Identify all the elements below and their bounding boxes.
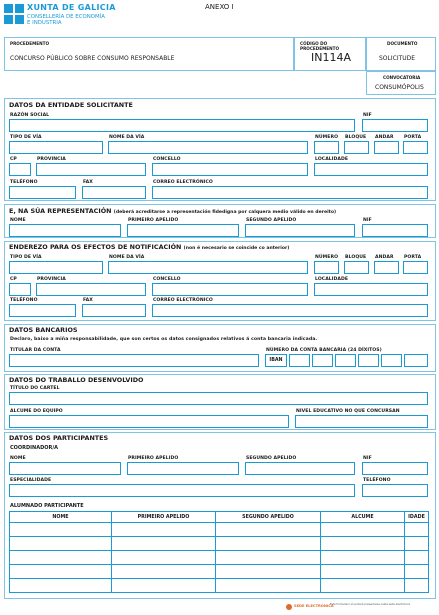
procedure-code-value: IN114A <box>311 51 351 64</box>
rep-surname2-label: SEGUNDO APELIDO <box>246 218 297 223</box>
notif-road-name-field[interactable] <box>108 261 308 274</box>
account-entity-field[interactable] <box>312 354 333 367</box>
rep-surname2-field[interactable] <box>245 224 355 237</box>
iban-label: IBAN <box>265 354 287 367</box>
education-level-field[interactable] <box>295 415 428 428</box>
rep-surname1-field[interactable] <box>127 224 239 237</box>
coord-name-field[interactable] <box>9 462 121 475</box>
student-surname1-cell[interactable] <box>112 537 216 551</box>
fax-field[interactable] <box>82 186 146 199</box>
notif-door-label: PORTA <box>404 255 422 260</box>
coord-surname1-field[interactable] <box>127 462 239 475</box>
iban-field[interactable] <box>289 354 310 367</box>
road-type-field[interactable] <box>9 141 103 154</box>
block-label: BLOQUE <box>345 135 367 140</box>
students-table-header <box>10 512 429 523</box>
account-holder-label: TITULAR DA CONTA <box>10 348 61 353</box>
bank-declaration: Declaro, baixo a miña responsabilidade, que son certos os datos consignados relativos á conta bancaria indicada. <box>10 337 318 342</box>
student-surname2-cell[interactable] <box>216 551 321 565</box>
applicant-section-title: DATOS DA ENTIDADE SOLICITANTE <box>9 101 133 109</box>
fax-label: FAX <box>83 180 93 185</box>
student-surname1-cell[interactable] <box>112 551 216 565</box>
phone-label: TELÉFONO <box>10 180 38 185</box>
poster-title-field[interactable] <box>9 392 428 405</box>
email-label: CORREO ELECTRÓNICO <box>153 180 213 185</box>
notif-block-field[interactable] <box>344 261 369 274</box>
student-age-cell[interactable] <box>405 579 429 593</box>
notif-province-label: PROVINCIA <box>37 277 66 282</box>
work-section-title: DATOS DO TRABALLO DESENVOLVIDO <box>9 376 144 384</box>
representative-note: (deberá acreditarse a representación fidedigna por calquera medio válido en dereito) <box>113 210 337 215</box>
student-name-cell[interactable] <box>10 523 112 537</box>
specialty-label: ESPECIALIDADE <box>10 478 52 483</box>
procedure-code-label: CÓDIGO DO PROCEDEMENTO <box>300 41 340 51</box>
student-name-cell[interactable] <box>10 537 112 551</box>
student-surname2-cell[interactable] <box>216 523 321 537</box>
postal-code-field[interactable] <box>9 163 31 176</box>
council-label: CONCELLO <box>153 157 181 162</box>
notif-phone-label: TELÉFONO <box>10 298 38 303</box>
floor-label: ANDAR <box>375 135 394 140</box>
rep-name-field[interactable] <box>9 224 121 237</box>
student-age-cell[interactable] <box>405 537 429 551</box>
col-surname1: PRIMEIRO APELIDO <box>112 512 216 523</box>
document-label: DOCUMENTO <box>387 41 418 46</box>
door-label: PORTA <box>404 135 422 140</box>
notif-floor-field[interactable] <box>374 261 399 274</box>
student-age-cell[interactable] <box>405 523 429 537</box>
table-row <box>10 523 429 537</box>
rep-surname1-label: PRIMEIRO APELIDO <box>128 218 179 223</box>
footer-label: SEDE ELECTRÓNICA <box>294 604 334 608</box>
company-name-field[interactable] <box>9 119 355 132</box>
road-type-label: TIPO DE VÍA <box>10 135 42 140</box>
coord-phone-field[interactable] <box>362 484 428 497</box>
notif-fax-label: FAX <box>83 298 93 303</box>
floor-field[interactable] <box>374 141 399 154</box>
coord-surname2-label: SEGUNDO APELIDO <box>246 456 297 461</box>
representative-title: E, NA SÚA REPRESENTACIÓN <box>9 207 112 215</box>
notif-fax-field[interactable] <box>82 304 146 317</box>
account-dc-field[interactable] <box>358 354 379 367</box>
participants-section-title: DATOS DOS PARTICIPANTES <box>9 434 109 442</box>
notif-postal-code-label: CP <box>10 277 17 282</box>
table-row <box>10 551 429 565</box>
student-alias-cell[interactable] <box>321 565 405 579</box>
team-alias-label: ALCUME DO EQUIPO <box>10 409 63 414</box>
coord-surname1-label: PRIMEIRO APELIDO <box>128 456 179 461</box>
student-surname2-cell[interactable] <box>216 565 321 579</box>
block-field[interactable] <box>344 141 369 154</box>
student-alias-cell[interactable] <box>321 523 405 537</box>
student-name-cell[interactable] <box>10 551 112 565</box>
call-cell <box>366 71 436 95</box>
team-alias-field[interactable] <box>9 415 289 428</box>
procedure-cell <box>4 37 294 71</box>
student-surname1-cell[interactable] <box>112 579 216 593</box>
coord-nif-field[interactable] <box>362 462 428 475</box>
sede-electronica-icon <box>286 604 292 610</box>
road-name-field[interactable] <box>108 141 308 154</box>
notif-locality-label: LOCALIDADE <box>315 277 349 282</box>
students-heading: ALUMNADO PARTICIPANTE <box>10 503 84 509</box>
council-field[interactable] <box>152 163 308 176</box>
company-name-label: RAZÓN SOCIAL <box>10 113 50 118</box>
col-alias: ALCUME <box>321 512 405 523</box>
document-value: SOLICITUDE <box>379 55 416 62</box>
account-holder-field[interactable] <box>9 354 259 367</box>
col-name: NOME <box>10 512 112 523</box>
student-alias-cell[interactable] <box>321 537 405 551</box>
account-office-field[interactable] <box>335 354 356 367</box>
students-table <box>9 511 429 593</box>
table-row <box>10 537 429 551</box>
account-number2-field[interactable] <box>404 354 428 367</box>
call-value: CONSUMÓPOLIS <box>375 84 424 91</box>
student-surname2-cell[interactable] <box>216 579 321 593</box>
org-department-line2: E INDUSTRIA <box>27 20 62 26</box>
rep-name-label: NOME <box>10 218 26 223</box>
number-label: NÚMERO <box>315 135 339 140</box>
account-number1-field[interactable] <box>381 354 402 367</box>
coord-name-label: NOME <box>10 456 26 461</box>
bank-section-title: DATOS BANCARIOS <box>9 326 78 334</box>
door-field[interactable] <box>403 141 428 154</box>
logo-cross-horizontal <box>4 13 24 15</box>
notification-title: ENDEREZO PARA OS EFECTOS DE NOTIFICACIÓN <box>9 243 182 251</box>
applicant-nif-field[interactable] <box>362 119 428 132</box>
student-age-cell[interactable] <box>405 551 429 565</box>
notif-road-type-field[interactable] <box>9 261 103 274</box>
phone-field[interactable] <box>9 186 76 199</box>
student-age-cell[interactable] <box>405 565 429 579</box>
col-age: IDADE <box>405 512 429 523</box>
col-surname2: SEGUNDO APELIDO <box>216 512 321 523</box>
notif-number-label: NÚMERO <box>315 255 339 260</box>
coordinator-heading: COORDINADOR/A <box>10 445 59 451</box>
rep-nif-label: NIF <box>363 218 372 223</box>
representative-section-title <box>9 207 336 215</box>
account-number-label: NÚMERO DA CONTA BANCARIA (24 DÍXITOS) <box>266 348 382 353</box>
notif-province-field[interactable] <box>36 283 146 296</box>
rep-nif-field[interactable] <box>362 224 428 237</box>
notif-council-label: CONCELLO <box>153 277 181 282</box>
notif-block-label: BLOQUE <box>345 255 367 260</box>
footer-text: Este formulario só poderá presentarse nesta sede electrónica <box>330 603 410 606</box>
poster-title-label: TÍTULO DO CARTEL <box>10 386 60 391</box>
notif-email-field[interactable] <box>152 304 428 317</box>
email-field[interactable] <box>152 186 428 199</box>
notif-email-label: CORREO ELECTRÓNICO <box>153 298 213 303</box>
org-department: CONSELLERÍA DE ECONOMÍA <box>27 14 105 20</box>
student-surname2-cell[interactable] <box>216 537 321 551</box>
student-surname1-cell[interactable] <box>112 523 216 537</box>
procedure-label: PROCEDEMENTO <box>10 41 50 46</box>
province-label: PROVINCIA <box>37 157 66 162</box>
procedure-code-cell <box>294 37 366 71</box>
postal-code-label: CP <box>10 157 17 162</box>
notif-door-field[interactable] <box>403 261 428 274</box>
student-name-cell[interactable] <box>10 565 112 579</box>
notif-phone-field[interactable] <box>9 304 76 317</box>
student-alias-cell[interactable] <box>321 551 405 565</box>
student-surname1-cell[interactable] <box>112 565 216 579</box>
notif-council-field[interactable] <box>152 283 308 296</box>
specialty-field[interactable] <box>9 484 355 497</box>
notif-road-type-label: TIPO DE VÍA <box>10 255 42 260</box>
province-field[interactable] <box>36 163 146 176</box>
notif-postal-code-field[interactable] <box>9 283 31 296</box>
coord-nif-label: NIF <box>363 456 372 461</box>
annex-label: ANEXO I <box>205 3 234 11</box>
student-alias-cell[interactable] <box>321 579 405 593</box>
education-level-label: NIVEL EDUCATIVO NO QUE CONCURSAN <box>296 409 400 414</box>
notification-section-title <box>9 243 289 251</box>
student-name-cell[interactable] <box>10 579 112 593</box>
table-row <box>10 565 429 579</box>
road-name-label: NOME DA VÍA <box>109 135 145 140</box>
coord-surname2-field[interactable] <box>245 462 355 475</box>
notif-floor-label: ANDAR <box>375 255 394 260</box>
notif-road-name-label: NOME DA VÍA <box>109 255 145 260</box>
coord-phone-label: TELÉFONO <box>363 478 391 483</box>
applicant-nif-label: NIF <box>363 113 372 118</box>
document-cell <box>366 37 436 71</box>
table-row <box>10 579 429 593</box>
locality-label: LOCALIDADE <box>315 157 349 162</box>
number-field[interactable] <box>314 141 339 154</box>
notif-locality-field[interactable] <box>314 283 428 296</box>
locality-field[interactable] <box>314 163 428 176</box>
procedure-value: CONCURSO PÚBLICO SOBRE CONSUMO RESPONSABLE <box>10 55 175 62</box>
notif-number-field[interactable] <box>314 261 339 274</box>
notification-note: (non é necesario se coincide co anterior) <box>183 246 290 251</box>
call-label: CONVOCATORIA <box>383 75 421 80</box>
org-name: XUNTA DE GALICIA <box>27 3 116 12</box>
